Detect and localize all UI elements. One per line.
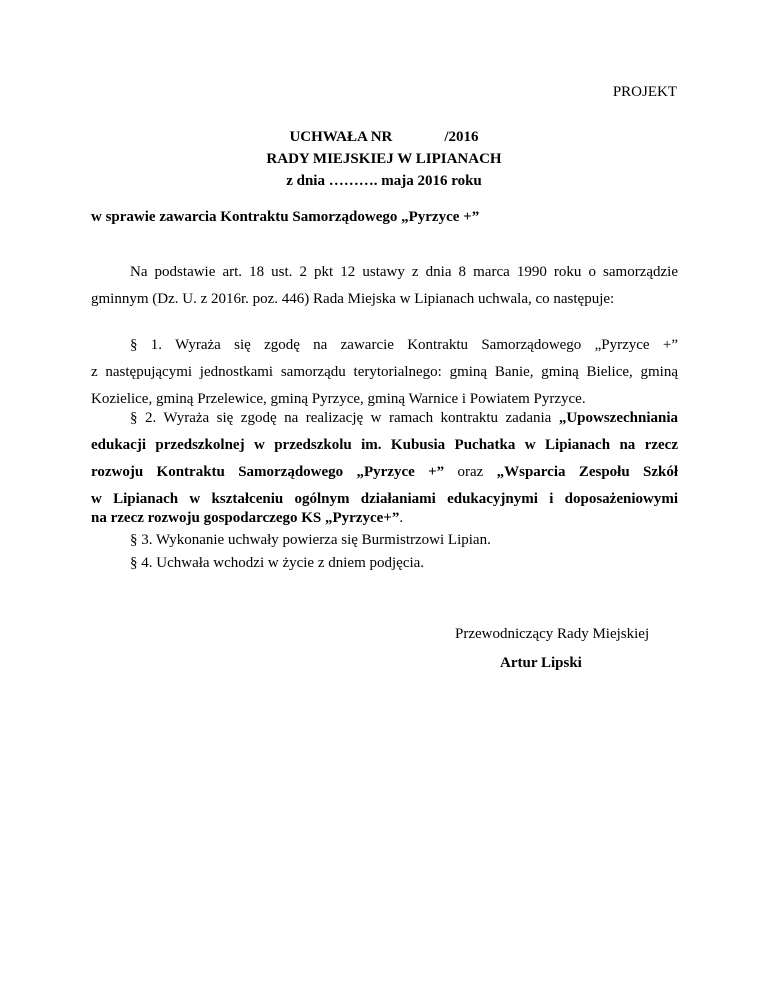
task-1-title-start: „Upowszechniania [558,410,678,426]
period: . [399,510,404,526]
preamble-line-1: Na podstawie art. 18 ust. 2 pkt 12 ustawy z dnia 8 marca 1990 roku o samorządzie [130,264,678,280]
task-2-title-end: na rzecz rozwoju gospodarczego KS „Pyrzyce+” [91,510,400,526]
paragraph-4: § 4. Uchwała wchodzi w życie z dniem podjęcia. [130,555,425,571]
preamble-line-2: gminnym (Dz. U. z 2016r. poz. 446) Rada Miejska w Lipianach uchwala, co następuje: [91,291,615,307]
paragraph-2-intro: § 2. Wyraża się zgodę na realizację w ramach kontraktu zadania [130,410,559,426]
resolution-number-year: /2016 [444,129,479,145]
resolution-number [0,129,768,146]
paragraph-2-line-1 [130,410,678,427]
task-1-title-end: rozwoju Kontraktu Samorządowego „Pyrzyce +” [91,464,445,480]
resolution-date: z dnia ………. maja 2016 roku [286,173,482,189]
paragraph-3: § 3. Wykonanie uchwały powierza się Burmistrzowi Lipian. [130,532,491,548]
signature-name: Artur Lipski [500,655,582,671]
paragraph-1-line-2: z następującymi jednostkami samorządu terytorialnego: gminą Banie, gminą Bielice, gminą [91,364,678,380]
paragraph-2-line-2: edukacji przedszkolnej w przedszkolu im. Kubusia Puchatka w Lipianach na rzecz [91,437,678,453]
paragraph-2-line-4: w Lipianach w kształceniu ogólnym działaniami edukacyjnymi i doposażeniowymi [91,491,678,507]
project-label: PROJEKT [612,84,677,100]
resolution-subject: w sprawie zawarcia Kontraktu Samorządowego „Pyrzyce +” [91,209,480,225]
paragraph-2-line-3 [91,464,678,481]
task-2-title-start: „Wsparcia Zespołu Szkół [496,464,678,480]
paragraph-1-line-3: Kozielice, gminą Przelewice, gminą Pyrzyce, gminą Warnice i Powiatem Pyrzyce. [91,391,586,407]
paragraph-2-line-5 [91,510,678,527]
resolution-number-prefix: UCHWAŁA NR [289,129,393,145]
conjunction: oraz [444,464,497,480]
council-name: RADY MIEJSKIEJ W LIPIANACH [266,151,502,167]
signature-role: Przewodniczący Rady Miejskiej [455,626,650,642]
paragraph-1-line-1: § 1. Wyraża się zgodę na zawarcie Kontraktu Samorządowego „Pyrzyce +” [130,337,678,353]
